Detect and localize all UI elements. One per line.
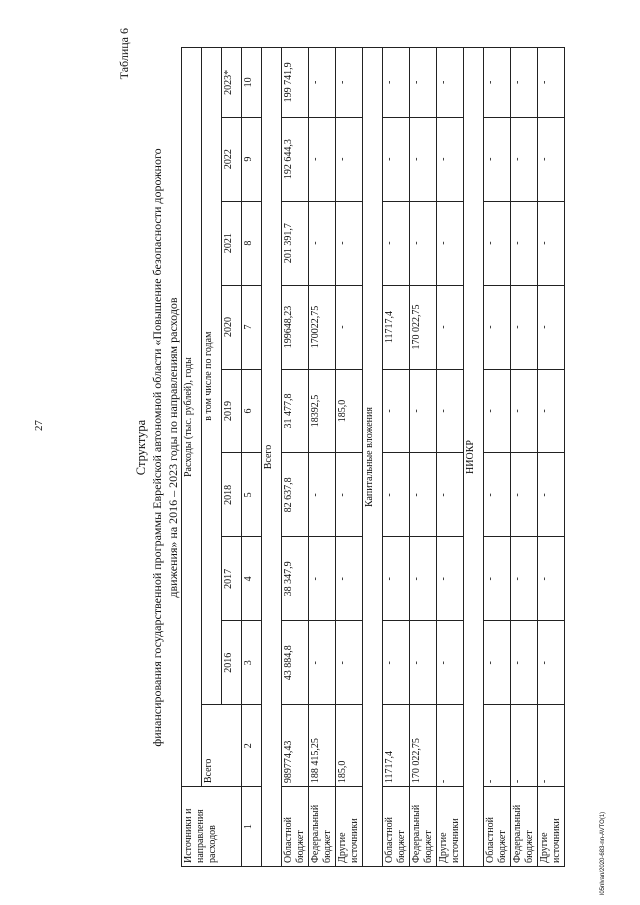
cell-year-value: 192 644,3 bbox=[282, 117, 309, 201]
cell-year-value: - bbox=[484, 285, 511, 369]
column-number: 1 bbox=[242, 787, 262, 867]
header-row-2 bbox=[202, 48, 222, 867]
cell-year-value: - bbox=[309, 453, 336, 537]
header-year: 2020 bbox=[222, 285, 242, 369]
cell-year-value: - bbox=[484, 48, 511, 118]
cell-year-value: - bbox=[437, 537, 464, 621]
cell-year-value: - bbox=[484, 369, 511, 453]
cell-total: - bbox=[538, 705, 565, 787]
cell-year-value: - bbox=[538, 453, 565, 537]
cell-year-value: 170022,75 bbox=[309, 285, 336, 369]
cell-year-value: - bbox=[484, 453, 511, 537]
cell-year-value: - bbox=[336, 621, 363, 705]
header-year: 2016 bbox=[222, 621, 242, 705]
header-year: 2017 bbox=[222, 537, 242, 621]
column-number: 8 bbox=[242, 201, 262, 285]
cell-total: - bbox=[437, 705, 464, 787]
cell-year-value: - bbox=[437, 117, 464, 201]
cell-year-value: - bbox=[437, 453, 464, 537]
cell-year-value: 82 637,8 bbox=[282, 453, 309, 537]
cell-year-value: - bbox=[511, 537, 538, 621]
cell-year-value: - bbox=[336, 201, 363, 285]
cell-total: 170 022,75 bbox=[410, 705, 437, 787]
row-source: Федеральный бюджет bbox=[410, 787, 437, 867]
cell-year-value: - bbox=[484, 201, 511, 285]
cell-year-value: - bbox=[383, 537, 410, 621]
row-source: Областной бюджет bbox=[383, 787, 410, 867]
table-title bbox=[133, 10, 181, 885]
column-number: 5 bbox=[242, 453, 262, 537]
cell-year-value: - bbox=[383, 201, 410, 285]
cell-year-value: - bbox=[538, 621, 565, 705]
title-line-1: Структура bbox=[134, 419, 148, 476]
cell-year-value: - bbox=[410, 621, 437, 705]
row-source: Областной бюджет bbox=[484, 787, 511, 867]
cell-year-value: - bbox=[484, 621, 511, 705]
cell-year-value: - bbox=[383, 369, 410, 453]
cell-year-value: - bbox=[309, 201, 336, 285]
cell-year-value: - bbox=[309, 621, 336, 705]
table-row bbox=[538, 48, 565, 867]
cell-year-value: - bbox=[484, 117, 511, 201]
cell-year-value: 199648,23 bbox=[282, 285, 309, 369]
column-number: 4 bbox=[242, 537, 262, 621]
cell-year-value: - bbox=[538, 285, 565, 369]
cell-year-value: - bbox=[383, 453, 410, 537]
section-title: Капитальные вложения bbox=[363, 48, 383, 867]
section-title: НИОКР bbox=[464, 48, 484, 867]
cell-year-value: - bbox=[410, 117, 437, 201]
cell-year-value: - bbox=[511, 621, 538, 705]
cell-year-value: - bbox=[336, 285, 363, 369]
cell-year-value: - bbox=[336, 453, 363, 537]
header-source: Источники и направления расходов bbox=[182, 787, 242, 867]
cell-year-value: - bbox=[437, 285, 464, 369]
cell-total: 11717,4 bbox=[383, 705, 410, 787]
cell-year-value: - bbox=[410, 453, 437, 537]
table-row bbox=[383, 48, 410, 867]
cell-year-value: 170 022,75 bbox=[410, 285, 437, 369]
title-line-3: движения» на 2016 – 2023 годы по направлениям расходов bbox=[166, 297, 180, 598]
column-number: 6 bbox=[242, 369, 262, 453]
financing-table bbox=[181, 47, 565, 867]
table-row bbox=[336, 48, 363, 867]
cell-year-value: - bbox=[383, 117, 410, 201]
cell-total: - bbox=[511, 705, 538, 787]
header-expenses: Расходы (тыс. рублей), годы bbox=[182, 48, 202, 787]
table-row bbox=[511, 48, 538, 867]
cell-year-value: - bbox=[538, 537, 565, 621]
header-row-1 bbox=[182, 48, 202, 867]
table-row bbox=[309, 48, 336, 867]
column-number: 7 bbox=[242, 285, 262, 369]
row-source: Другие источники bbox=[336, 787, 363, 867]
row-source: Другие источники bbox=[538, 787, 565, 867]
cell-year-value: - bbox=[437, 621, 464, 705]
cell-year-value: - bbox=[309, 117, 336, 201]
cell-year-value: - bbox=[410, 201, 437, 285]
section-row bbox=[464, 48, 484, 867]
cell-year-value: - bbox=[511, 117, 538, 201]
section-row bbox=[363, 48, 383, 867]
cell-year-value: - bbox=[538, 117, 565, 201]
cell-total: 188 415,25 bbox=[309, 705, 336, 787]
cell-year-value: - bbox=[511, 48, 538, 118]
header-total: Всего bbox=[202, 705, 242, 787]
cell-year-value: - bbox=[336, 537, 363, 621]
column-number: 10 bbox=[242, 48, 262, 118]
header-by-year: в том числе по годам bbox=[202, 48, 222, 705]
header-year: 2018 bbox=[222, 453, 242, 537]
rotated-content bbox=[115, 10, 575, 885]
header-year: 2023* bbox=[222, 48, 242, 118]
row-source: Другие источники bbox=[437, 787, 464, 867]
cell-year-value: - bbox=[309, 537, 336, 621]
cell-year-value: 18392,5 bbox=[309, 369, 336, 453]
cell-year-value: - bbox=[309, 48, 336, 118]
row-source: Областной бюджет bbox=[282, 787, 309, 867]
cell-year-value: - bbox=[511, 285, 538, 369]
table-row bbox=[484, 48, 511, 867]
cell-total: - bbox=[484, 705, 511, 787]
cell-year-value: - bbox=[410, 48, 437, 118]
header-year: 2019 bbox=[222, 369, 242, 453]
cell-year-value: - bbox=[484, 537, 511, 621]
table-row bbox=[437, 48, 464, 867]
cell-year-value: 199 741,9 bbox=[282, 48, 309, 118]
table-row bbox=[410, 48, 437, 867]
cell-year-value: 11717,4 bbox=[383, 285, 410, 369]
column-number: 2 bbox=[242, 705, 262, 787]
cell-year-value: - bbox=[410, 369, 437, 453]
header-row-numbers bbox=[242, 48, 262, 867]
cell-total: 185,0 bbox=[336, 705, 363, 787]
table-label: Таблица 6 bbox=[117, 28, 131, 80]
cell-year-value: - bbox=[511, 201, 538, 285]
cell-year-value: - bbox=[336, 48, 363, 118]
header-year: 2022 bbox=[222, 117, 242, 201]
cell-year-value: 185,0 bbox=[336, 369, 363, 453]
cell-year-value: 43 884,8 bbox=[282, 621, 309, 705]
cell-year-value: 201 391,7 bbox=[282, 201, 309, 285]
cell-year-value: 38 347,9 bbox=[282, 537, 309, 621]
column-number: 3 bbox=[242, 621, 262, 705]
cell-year-value: - bbox=[336, 117, 363, 201]
cell-year-value: - bbox=[437, 369, 464, 453]
cell-year-value: - bbox=[538, 201, 565, 285]
cell-year-value: - bbox=[383, 621, 410, 705]
section-row bbox=[262, 48, 282, 867]
header-year: 2021 bbox=[222, 201, 242, 285]
cell-year-value: - bbox=[410, 537, 437, 621]
cell-year-value: - bbox=[538, 369, 565, 453]
page-number: 27 bbox=[33, 420, 45, 431]
title-line-2: финансирования государственной программы Еврейской автономной области «Повышение безопасности дорожного bbox=[150, 148, 164, 747]
cell-year-value: 31 477,8 bbox=[282, 369, 309, 453]
table-row bbox=[282, 48, 309, 867]
cell-year-value: - bbox=[383, 48, 410, 118]
cell-total: 989774,43 bbox=[282, 705, 309, 787]
cell-year-value: - bbox=[511, 453, 538, 537]
row-source: Федеральный бюджет bbox=[511, 787, 538, 867]
section-title: Всего bbox=[262, 48, 282, 867]
cell-year-value: - bbox=[437, 201, 464, 285]
cell-year-value: - bbox=[538, 48, 565, 118]
column-number: 9 bbox=[242, 117, 262, 201]
row-source: Федеральный бюджет bbox=[309, 787, 336, 867]
document-id: l05nlvan/2020-683-nn-AVTO(1) bbox=[600, 811, 606, 895]
cell-year-value: - bbox=[437, 48, 464, 118]
cell-year-value: - bbox=[511, 369, 538, 453]
